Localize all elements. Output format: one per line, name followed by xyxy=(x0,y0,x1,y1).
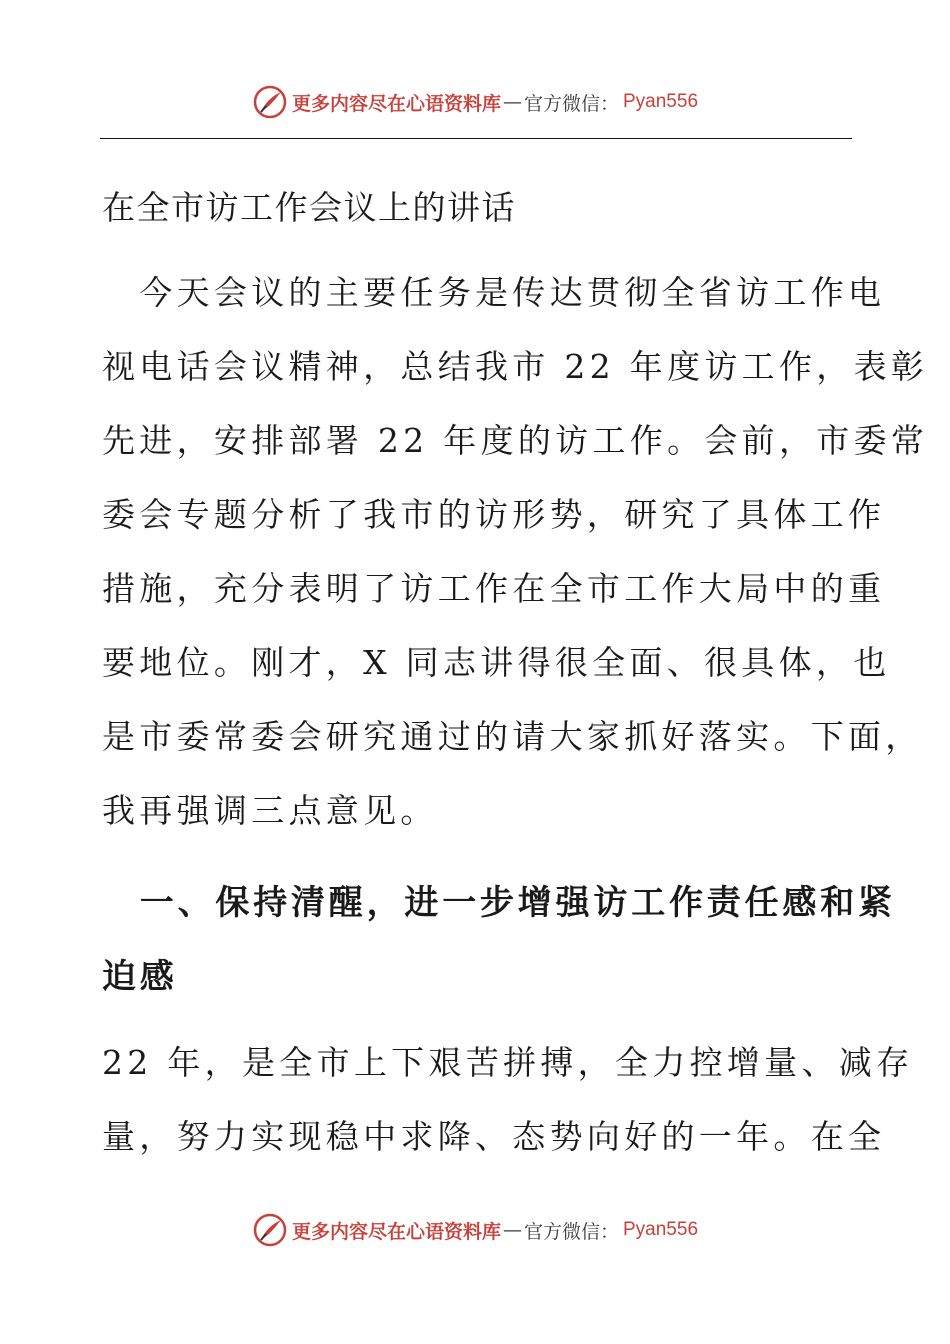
text-line: 我再强调三点意见。 xyxy=(102,791,438,830)
heading-line: 迫感 xyxy=(102,957,178,997)
watermark-dash: — xyxy=(502,91,522,113)
paragraph-intro xyxy=(102,256,928,848)
document-title: 在全市访工作会议上的讲话 xyxy=(102,188,516,227)
text-line: 措施，充分表明了访工作在全市工作大局中的重 xyxy=(102,569,886,608)
watermark-wechat-id: Pyan556 xyxy=(623,91,699,112)
section-heading-1 xyxy=(102,866,896,1014)
watermark-wechat-id: Pyan556 xyxy=(623,1219,699,1240)
text-line: 22 年，是全市上下艰苦拼搏，全力控增量、减存 xyxy=(102,1043,914,1082)
header-watermark xyxy=(0,82,950,122)
watermark-label: 官方微信： xyxy=(523,92,619,115)
quill-logo-icon xyxy=(252,84,288,120)
heading-line: 一、保持清醒，进一步增强访工作责任感和紧 xyxy=(102,883,896,923)
text-line: 委会专题分析了我市的访形势，研究了具体工作 xyxy=(102,495,886,534)
text-line: 今天会议的主要任务是传达贯彻全省访工作电 xyxy=(102,273,886,312)
text-line: 量，努力实现稳中求降、态势向好的一年。在全 xyxy=(102,1117,886,1156)
watermark-label: 官方微信： xyxy=(523,1220,619,1243)
header-rule xyxy=(100,138,852,139)
watermark-brand: 更多内容尽在心语资料库 xyxy=(291,92,501,115)
watermark-brand: 更多内容尽在心语资料库 xyxy=(291,1220,501,1243)
paragraph-section-1 xyxy=(102,1026,913,1174)
watermark-dash: — xyxy=(502,1219,522,1241)
footer-watermark xyxy=(0,1210,950,1250)
text-line: 先进，安排部署 22 年度的访工作。会前，市委常 xyxy=(102,421,929,460)
text-line: 是市委常委会研究通过的请大家抓好落实。下面， xyxy=(102,717,923,756)
text-line: 视电话会议精神，总结我市 22 年度访工作，表彰 xyxy=(102,347,929,386)
quill-logo-icon xyxy=(252,1212,288,1248)
text-line: 要地位。刚才，X 同志讲得很全面、很具体，也 xyxy=(102,643,891,682)
